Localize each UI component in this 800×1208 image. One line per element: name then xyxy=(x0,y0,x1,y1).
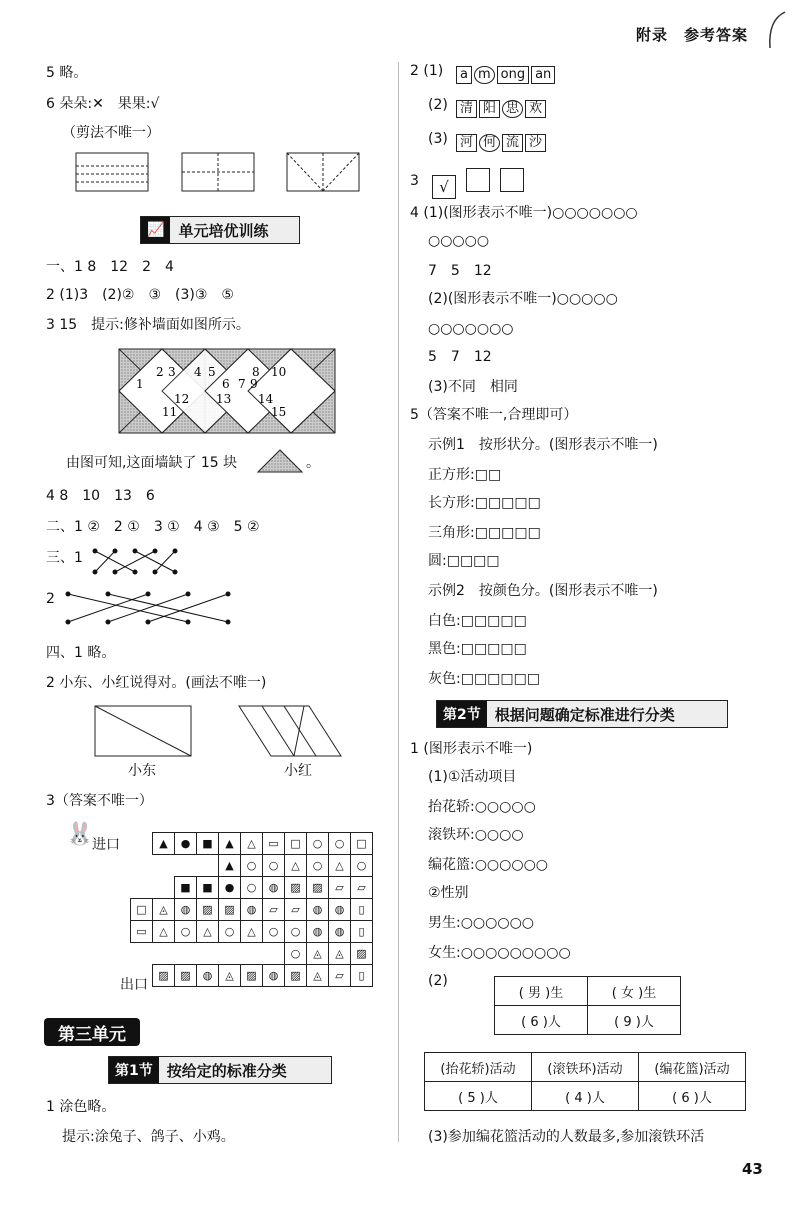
svg-text:7: 7 xyxy=(238,377,246,391)
page-number: 43 xyxy=(742,1160,763,1178)
sec2-q1: 1 (图形表示不唯一) xyxy=(410,741,533,757)
matching-lines-1 xyxy=(92,546,182,576)
column-divider xyxy=(398,62,399,1142)
part3-q1: 三、1 xyxy=(46,550,83,566)
chart-icon: 📈 xyxy=(141,217,170,243)
cut-figures xyxy=(75,152,365,194)
part2-answers: 二、1 ② 2 ① 3 ① 4 ③ 5 ② xyxy=(46,519,260,535)
page-header: 附录 参考答案 xyxy=(635,26,748,44)
q5: 5（答案不唯一,合理即可） xyxy=(410,407,578,423)
svg-text:5: 5 xyxy=(208,365,216,379)
svg-text:6: 6 xyxy=(222,377,230,391)
q2-1-label: 2 (1) xyxy=(410,63,444,79)
svg-text:15: 15 xyxy=(271,405,287,419)
part1-q2: 2 (1)3 (2)② ③ (3)③ ⑤ xyxy=(46,287,234,303)
rabbit-icon: 🐰 xyxy=(66,822,94,847)
section2-banner: 第2节 根据问题确定标准进行分类 xyxy=(436,700,728,728)
q2-2-label: (2) xyxy=(428,97,448,113)
corner-curve-decoration xyxy=(760,10,790,50)
answer-6-note: （剪法不唯一） xyxy=(62,125,160,141)
q3-label: 3 xyxy=(410,173,419,189)
maze-grid: ▲ ● ■ ▲ △ ▭ □ ○ ○ □ ▲ ○ ○ △ ○ △ ○ ■ ■ ● ○ ◍ ▨ ▨ ▱ ▱ □ ◬ ◍ ▨ ▨ ◍ ▱ ▱ ◍ ◍ ▯ ▭ △ ○ △ ○ △ ○ ○ ◍ ◍ ▯ ○ ◬ ◬ ▨ ▨ ▨ ◍ ◬ ▨ ◍ ▨ ◬ ▱ ▯ xyxy=(130,832,373,987)
xiaohong-label: 小红 xyxy=(284,763,312,779)
unit-training-banner: 📈 单元培优训练 xyxy=(140,216,300,244)
q2-1-boxes: a m ong an xyxy=(456,63,557,84)
part4-q2: 2 小东、小红说得对。(画法不唯一) xyxy=(46,675,267,691)
activity-table: (抬花轿)活动 (滚铁环)活动 (编花篮)活动 ( 5 )人 ( 4 )人 ( 6 )人 xyxy=(424,1052,746,1111)
q2-3-label: (3) xyxy=(428,131,448,147)
part1-q4: 4 8 10 13 6 xyxy=(46,488,155,504)
part4-q1: 四、1 略。 xyxy=(46,645,116,661)
svg-text:1: 1 xyxy=(136,377,144,391)
svg-text:12: 12 xyxy=(174,392,190,406)
part1-q3: 3 15 提示:修补墙面如图所示。 xyxy=(46,317,250,333)
svg-text:8: 8 xyxy=(252,365,260,379)
answer-6: 6 朵朵:✕ 果果:√ xyxy=(46,96,160,112)
answer-5: 5 略。 xyxy=(46,65,88,81)
xiaodong-label: 小东 xyxy=(128,763,156,779)
entry-label: 进口 xyxy=(92,837,120,853)
svg-text:2: 2 xyxy=(156,365,164,379)
svg-text:9: 9 xyxy=(250,377,258,391)
svg-text:13: 13 xyxy=(216,392,232,406)
q3-boxes: √ xyxy=(432,168,534,199)
triangle-tile-icon xyxy=(256,448,306,474)
exit-label: 出口 xyxy=(120,977,148,993)
svg-text:11: 11 xyxy=(162,405,178,419)
svg-text:10: 10 xyxy=(271,365,287,379)
wall-conclusion: 由图可知,这面墙缺了 15 块 xyxy=(66,455,238,471)
sec1-q1: 1 涂色略。 xyxy=(46,1099,116,1115)
sec1-q1-tip: 提示:涂兔子、鸽子、小鸡。 xyxy=(62,1129,235,1145)
matching-lines-2 xyxy=(64,588,234,628)
unit3-title: 第三单元 xyxy=(44,1018,140,1046)
part1-q1: 一、1 8 12 2 4 xyxy=(46,259,174,275)
part4-q3: 3（答案不唯一） xyxy=(46,793,153,809)
q2-2-boxes: 清 阳 思 欢 xyxy=(456,97,548,118)
part3-q2: 2 xyxy=(46,591,55,607)
drawing-figures xyxy=(94,704,364,758)
svg-text:4: 4 xyxy=(194,365,202,379)
wall-figure xyxy=(118,348,336,434)
svg-text:14: 14 xyxy=(258,392,274,406)
section1-banner: 第1节 按给定的标准分类 xyxy=(108,1056,332,1084)
gender-table: ( 男 )生 ( 女 )生 ( 6 )人 ( 9 )人 xyxy=(494,976,681,1035)
q4-1: 4 (1)(图形表示不唯一)○○○○○○○ xyxy=(410,205,638,221)
svg-text:3: 3 xyxy=(168,365,176,379)
q2-3-boxes: 河 何 流 沙 xyxy=(456,131,548,152)
sec2-q3: (3)参加编花篮活动的人数最多,参加滚铁环活 xyxy=(428,1129,705,1145)
